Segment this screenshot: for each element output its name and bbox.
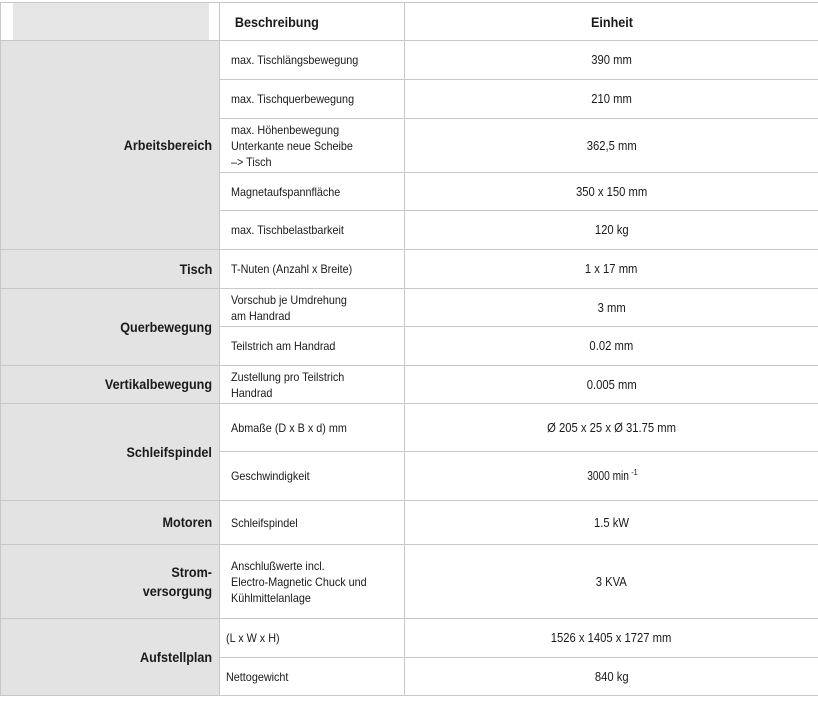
row-description: max. Tischquerbewegung: [220, 80, 405, 119]
row-value: Ø 205 x 25 x Ø 31.75 mm: [405, 404, 818, 452]
group-schleifspindel: Schleifspindel: [1, 404, 220, 501]
table-row: [1, 366, 818, 404]
row-value: 0.02 mm: [405, 327, 818, 366]
row-value: 3 KVA: [405, 545, 818, 619]
group-querbewegung: Querbewegung: [1, 289, 220, 366]
row-value: 350 x 150 mm: [405, 173, 818, 211]
table-row: [1, 41, 818, 80]
row-description: Magnetaufspannfläche: [220, 173, 405, 211]
group-motoren: Motoren: [1, 501, 220, 545]
table-row: [1, 619, 818, 658]
group-tisch: Tisch: [1, 250, 220, 289]
group-aufstellplan: Aufstellplan: [1, 619, 220, 696]
group-stromversorgung: Strom- versorgung: [1, 545, 220, 619]
table-row: [1, 404, 818, 452]
table-row: [1, 501, 818, 545]
row-value: 1.5 kW: [405, 501, 818, 545]
row-value: 120 kg: [405, 211, 818, 250]
row-description: Zustellung pro Teilstrich Handrad: [220, 366, 405, 404]
row-description: Geschwindigkeit: [220, 452, 405, 501]
header-unit: Einheit: [425, 3, 798, 41]
row-description: Schleifspindel: [220, 501, 405, 545]
group-arbeitsbereich: Arbeitsbereich: [1, 41, 220, 250]
row-value: 0.005 mm: [405, 366, 818, 404]
row-description: max. Höhenbewegung Unterkante neue Scheibe –> Tisch: [220, 119, 405, 173]
row-value: 1526 x 1405 x 1727 mm: [405, 619, 818, 658]
group-vertikalbewegung: Vertikalbewegung: [1, 366, 220, 404]
row-value: 3 mm: [405, 289, 818, 327]
table-row: [1, 545, 818, 619]
row-value: 362,5 mm: [405, 119, 818, 173]
row-description: (L x W x H): [220, 619, 405, 658]
row-value: 840 kg: [405, 658, 818, 696]
corner-cell: [11, 3, 208, 41]
row-description: Anschlußwerte incl. Electro-Magnetic Chuck und Kühlmittelanlage: [220, 545, 405, 619]
row-value: 3000 min $^{-1}$: [405, 452, 818, 501]
row-description: Teilstrich am Handrad: [220, 327, 405, 366]
row-value: 1 x 17 mm: [405, 250, 818, 289]
row-description: max. Tischbelastbarkeit: [220, 211, 405, 250]
row-description: max. Tischlängsbewegung: [220, 41, 405, 80]
row-value: 390 mm: [405, 41, 818, 80]
header-description: Beschreibung: [220, 3, 387, 41]
row-description: Vorschub je Umdrehung am Handrad: [220, 289, 405, 327]
row-description: Abmaße (D x B x d) mm: [220, 404, 405, 452]
exponent: -1: [631, 467, 638, 477]
table-row: [1, 250, 818, 289]
row-description: T-Nuten (Anzahl x Breite): [220, 250, 405, 289]
spec-table: [0, 2, 818, 696]
row-value: 210 mm: [405, 80, 818, 119]
table-row: [1, 289, 818, 327]
header-row: [1, 3, 818, 41]
row-description: Nettogewicht: [220, 658, 405, 696]
